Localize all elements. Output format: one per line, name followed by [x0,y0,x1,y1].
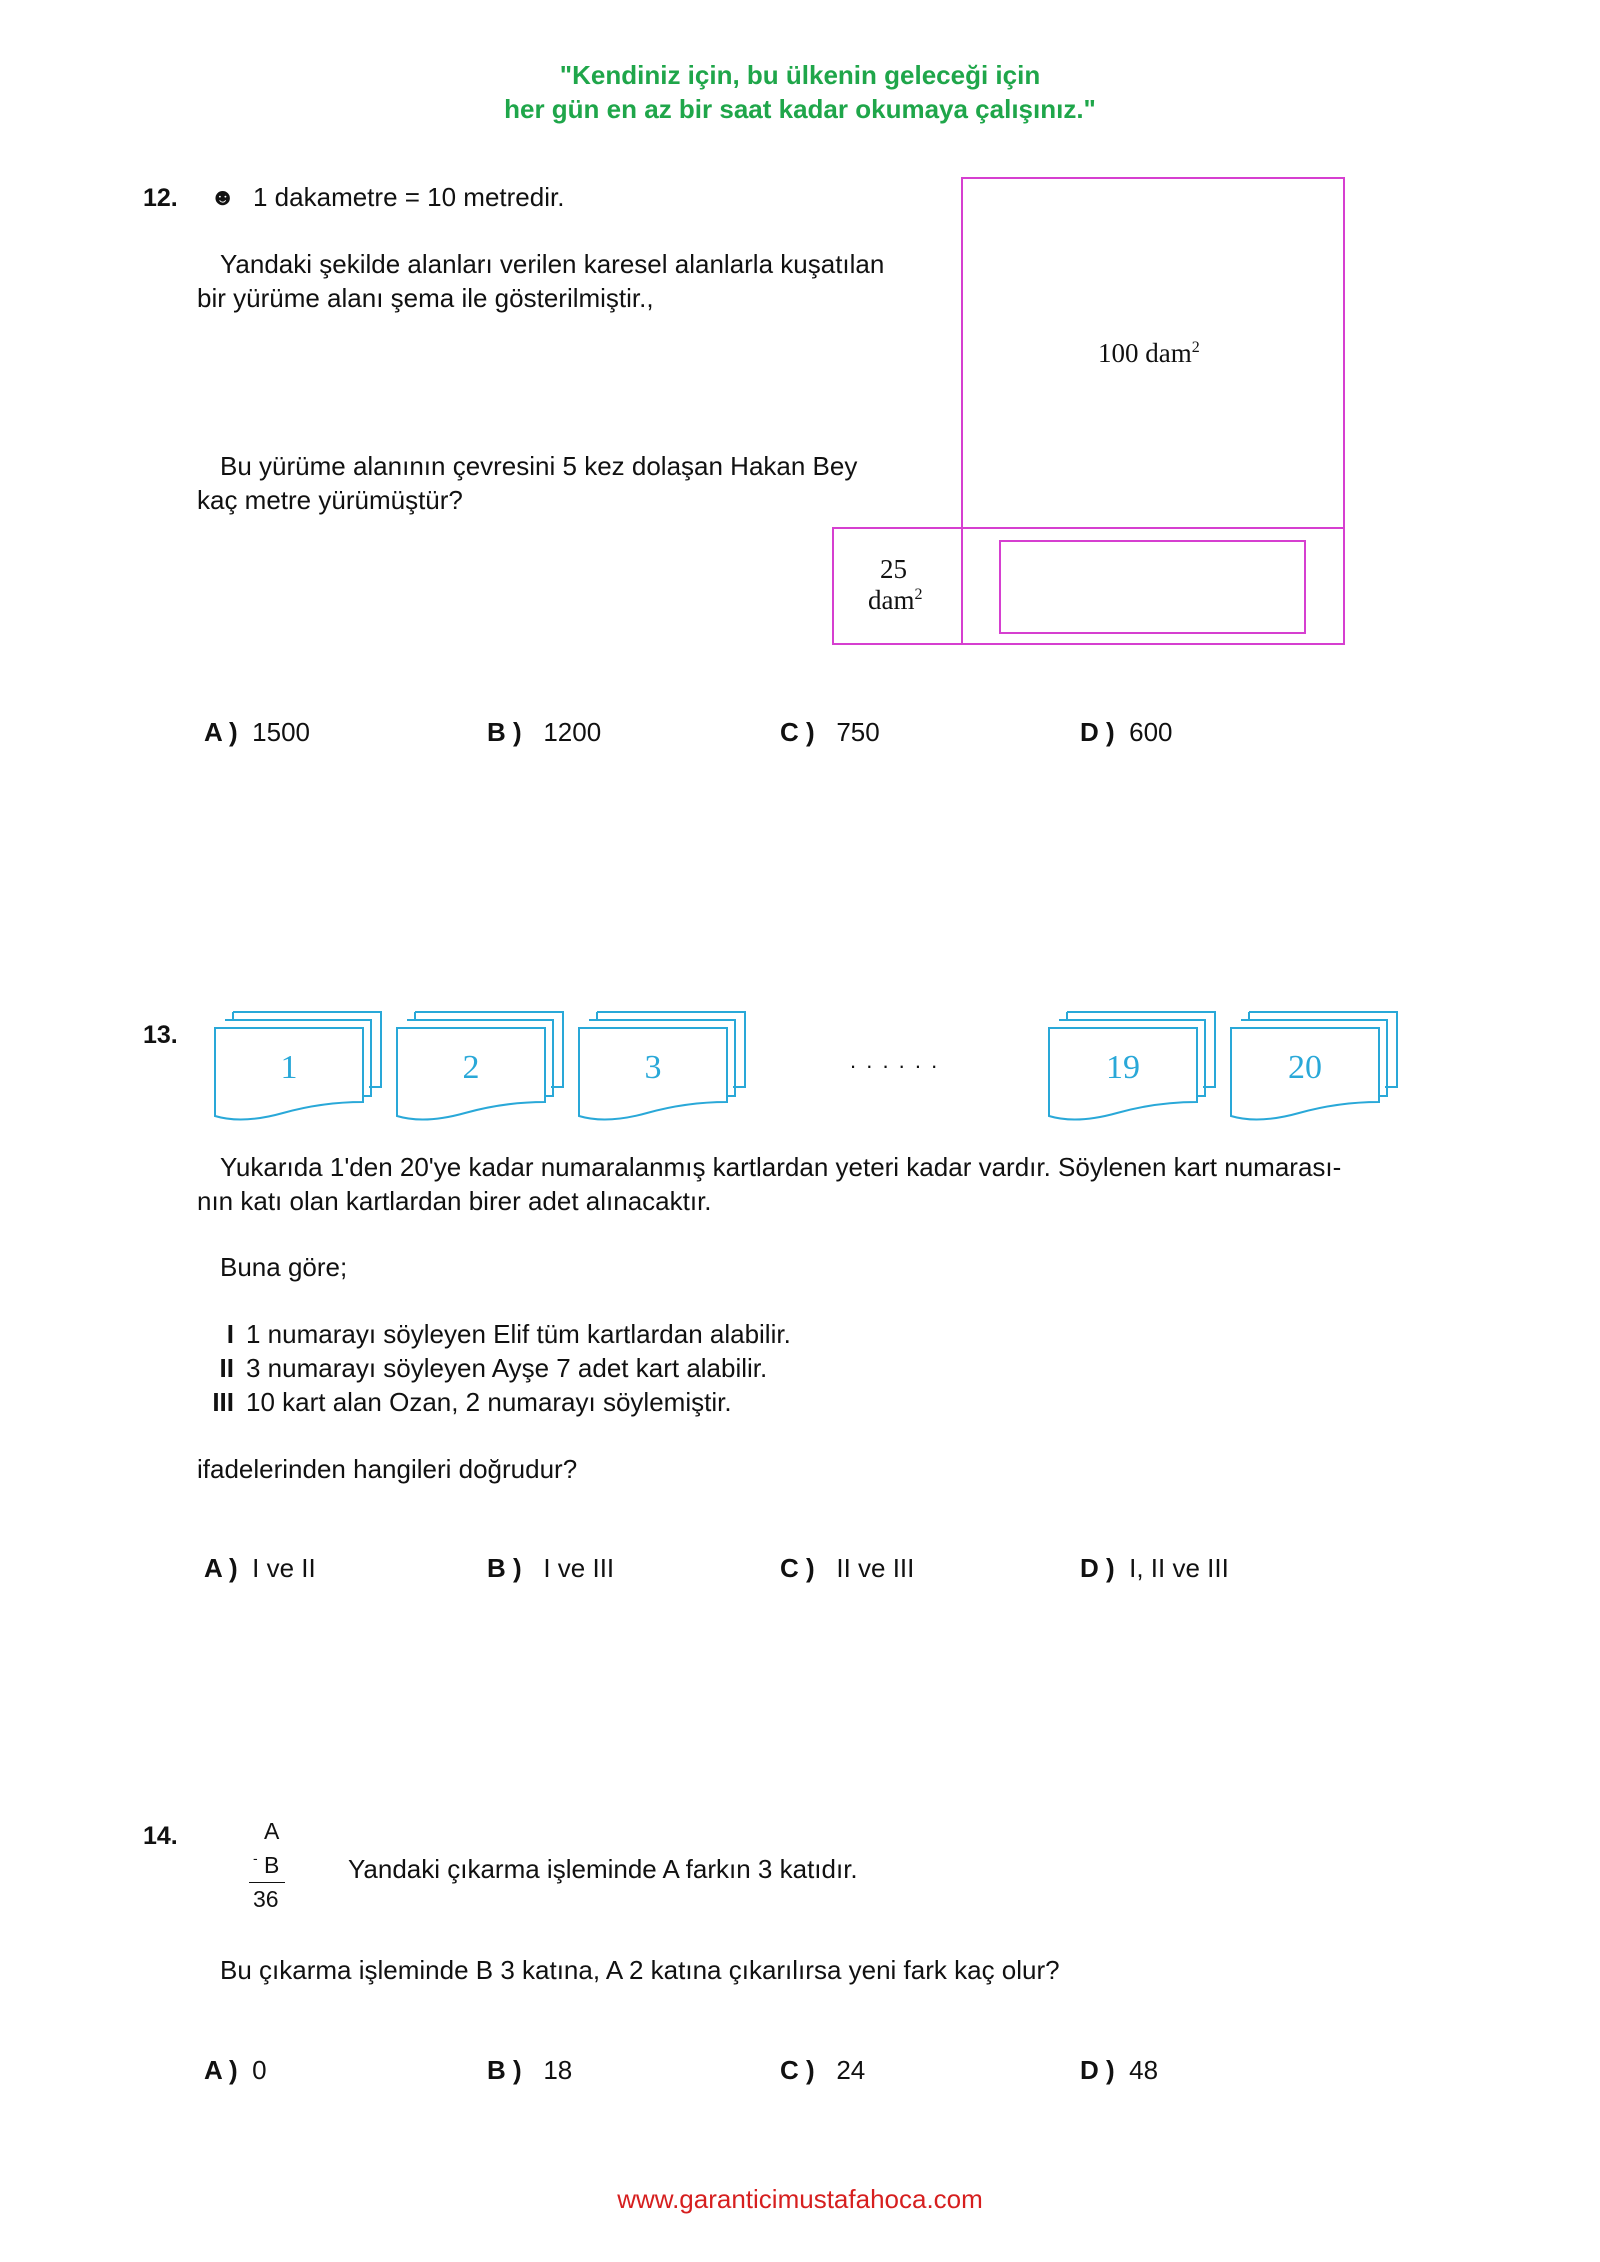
question-13-text-line-2: nın katı olan kartlardan birer adet alınacaktır. [197,1186,712,1216]
option-d-value: I, II ve III [1129,1553,1229,1583]
option-d[interactable] [1080,1551,1229,1585]
option-d[interactable] [1080,715,1173,749]
statement-iii-roman: III [212,1387,234,1417]
motto-line-1: "Kendiniz için, bu ülkenin geleceği için [559,60,1041,90]
option-b[interactable] [487,2053,572,2087]
question-12-question-line-1: Bu yürüme alanının çevresini 5 kez dolaşan Hakan Bey [220,451,858,481]
operation-minus-sign: - [253,1850,258,1866]
question-12-text-line-2: bir yürüme alanı şema ile gösterilmiştir., [197,283,654,313]
walking-path [1000,541,1305,633]
option-d-letter: D ) [1080,1553,1115,1583]
option-c[interactable] [780,715,880,749]
question-13-text-line-1: Yukarıda 1'den 20'ye kadar numaralanmış kartlardan yeteri kadar vardır. Söylenen kart numarası- [220,1152,1342,1182]
number-card-label: 3 [644,1049,662,1086]
question-12-text-line-1: Yandaki şekilde alanları verilen karesel alanlarla kuşatılan [220,249,885,279]
option-d[interactable] [1080,2053,1158,2087]
option-c-value: 750 [836,717,880,747]
question-13-question: ifadelerinden hangileri doğrudur? [197,1454,578,1484]
operation-subtrahend: B [264,1852,280,1878]
operation-line [249,1882,285,1883]
option-a-letter: A ) [204,2055,238,2085]
statement-iii-text: 10 kart alan Ozan, 2 numarayı söylemiştir. [246,1387,732,1417]
question-13-intro: Buna göre; [220,1252,348,1282]
option-b[interactable] [487,1551,614,1585]
option-d-letter: D ) [1080,2055,1115,2085]
question-12-fact: 1 dakametre = 10 metredir. [253,182,565,212]
question-12-question-line-2: kaç metre yürümüştür? [197,485,463,515]
option-b-letter: B ) [487,2055,522,2085]
footer-website-link[interactable]: www.garanticimustafahoca.com [617,2184,983,2214]
option-b-value: 1200 [543,717,602,747]
statement-ii-text: 3 numarayı söyleyen Ayşe 7 adet kart alabilir. [246,1353,768,1383]
option-a[interactable] [204,1551,316,1585]
option-a-value: 1500 [252,717,310,747]
option-b-letter: B ) [487,1553,522,1583]
option-c-value: II ve III [836,1553,915,1583]
operation-difference: 36 [253,1886,279,1912]
operation-minuend: A [264,1818,280,1844]
statement-ii-roman: II [219,1353,234,1383]
number-card-label: 20 [1288,1049,1322,1086]
number-card-3 [577,1010,749,1122]
small-square-area-number: 25 [880,554,907,584]
option-b[interactable] [487,715,601,749]
option-a-letter: A ) [204,1553,238,1583]
option-c[interactable] [780,2053,865,2087]
motto-line-2: her gün en az bir saat kadar okumaya çalışınız." [504,94,1096,124]
question-14-question: Bu çıkarma işleminde B 3 katına, A 2 katına çıkarılırsa yeni fark kaç olur? [220,1955,1060,1985]
option-b-value: 18 [543,2055,573,2085]
number-card-label: 19 [1106,1049,1140,1086]
option-a[interactable] [204,715,310,749]
big-square-area-label: 100 dam$^2$ [1098,338,1200,368]
option-b-letter: B ) [487,717,522,747]
question-13-number: 13. [143,1021,178,1049]
option-d-letter: D ) [1080,717,1115,747]
statement-i-roman: I [226,1319,234,1349]
statement-i-text: 1 numarayı söyleyen Elif tüm kartlardan alabilir. [246,1319,791,1349]
smiley-bullet-icon: ☻ [210,184,236,211]
option-a[interactable] [204,2053,267,2087]
option-c-letter: C ) [780,2055,815,2085]
number-card-label: 2 [462,1049,480,1086]
statement-ii [198,1351,767,1385]
option-c-letter: C ) [780,1553,815,1583]
question-14-number: 14. [143,1822,178,1850]
option-c-value: 24 [836,2055,866,2085]
number-card-20 [1229,1010,1401,1122]
walking-area-figure [830,175,1350,650]
option-d-value: 600 [1129,717,1173,747]
number-card-19 [1047,1010,1219,1122]
statement-iii [198,1385,732,1419]
option-b-value: I ve III [543,1553,615,1583]
option-a-value: 0 [252,2055,267,2085]
number-card-1 [213,1010,385,1122]
option-a-letter: A ) [204,717,238,747]
statement-i [198,1317,791,1351]
number-card-label: 1 [280,1049,298,1086]
option-c-letter: C ) [780,717,815,747]
option-a-value: I ve II [252,1553,316,1583]
small-square-area-unit: dam$^2$ [868,585,923,615]
option-c[interactable] [780,1551,914,1585]
number-card-2 [395,1010,567,1122]
option-d-value: 48 [1129,2055,1159,2085]
ellipsis-dots: . . . . . . [850,1048,940,1073]
question-14-text: Yandaki çıkarma işleminde A farkın 3 katıdır. [348,1854,858,1884]
question-12-number: 12. [143,184,178,212]
